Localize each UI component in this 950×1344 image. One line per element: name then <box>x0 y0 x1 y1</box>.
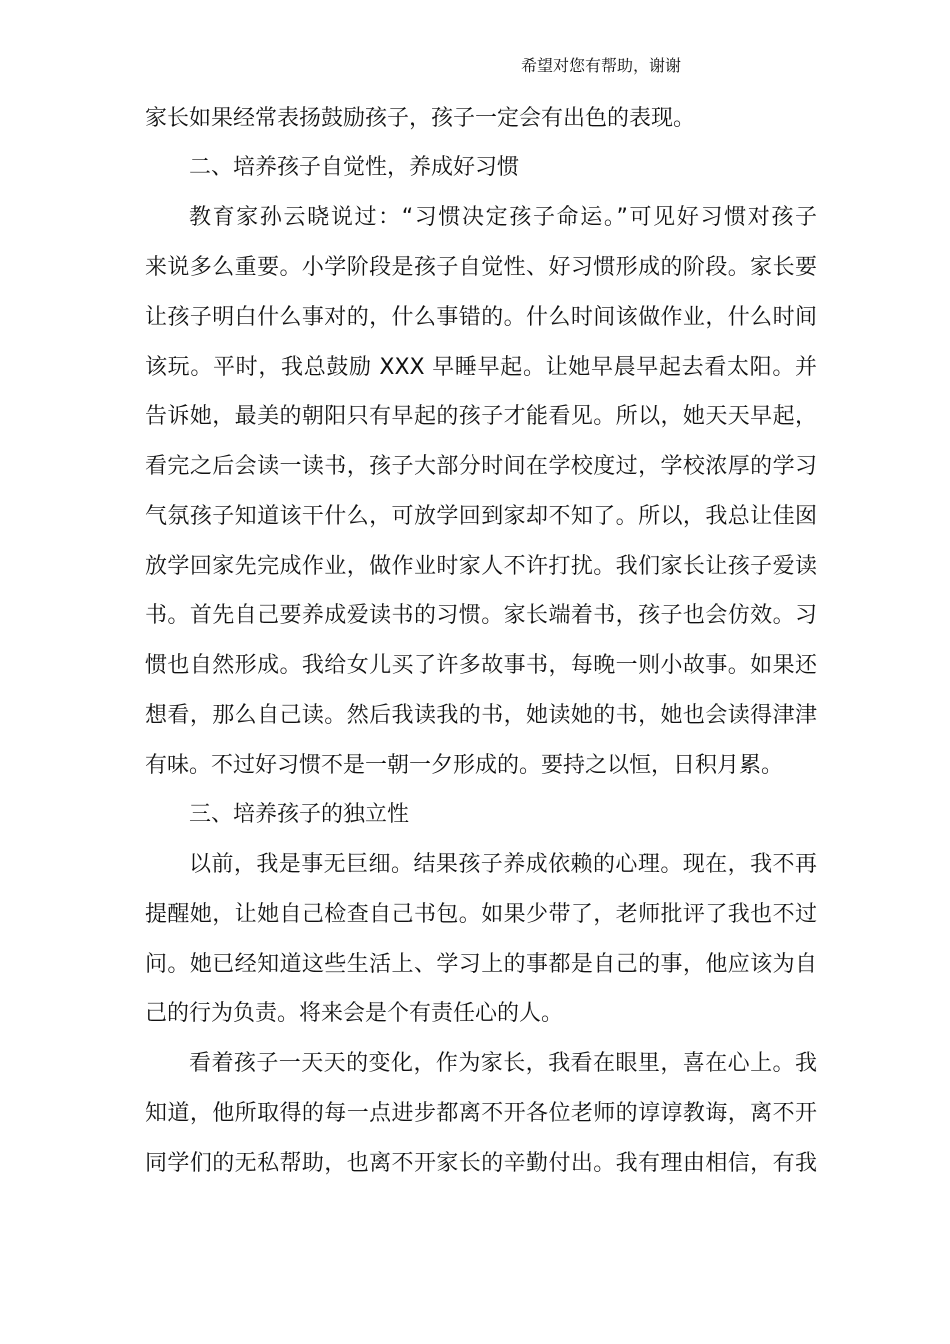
section-heading: 二、培养孩子自觉性，养成好习惯 <box>189 155 520 180</box>
text-line: 问。她已经知道这些生活上、学习上的事都是自己的事，他应该为自 <box>145 952 817 977</box>
text-line: 该玩。平时，我总鼓励 XXX 早睡早起。让她早晨早起去看太阳。并 <box>145 355 817 380</box>
text-line: 家长如果经常表扬鼓励孩子，孩子一定会有出色的表现。 <box>145 106 696 131</box>
text-line: 教育家孙云晓说过：“习惯决定孩子命运。”可见好习惯对孩子 <box>189 205 817 230</box>
text-line: 气氛孩子知道该干什么，可放学回到家却不知了。所以，我总让佳囡 <box>145 504 817 529</box>
text-line: 以前，我是事无巨细。结果孩子养成依赖的心理。现在，我不再 <box>189 852 817 877</box>
text-line: 放学回家先完成作业，做作业时家人不许打扰。我们家长让孩子爱读 <box>145 554 817 579</box>
text-line: 提醒她，让她自己检查自己书包。如果少带了，老师批评了我也不过 <box>145 902 817 927</box>
text-line: 书。首先自己要养成爱读书的习惯。家长端着书，孩子也会仿效。习 <box>145 603 817 628</box>
text-line: 来说多么重要。小学阶段是孩子自觉性、好习惯形成的阶段。家长要 <box>145 255 817 280</box>
text-line: 知道，他所取得的每一点进步都离不开各位老师的谆谆教诲，离不开 <box>145 1101 817 1126</box>
section-heading: 三、培养孩子的独立性 <box>189 802 410 827</box>
text-line: 有味。不过好习惯不是一朝一夕形成的。要持之以恒，日积月累。 <box>145 753 784 778</box>
page-header: 希望对您有帮助，谢谢 <box>521 56 682 75</box>
text-line: 己的行为负责。将来会是个有责任心的人。 <box>145 1001 564 1026</box>
text-line: 看着孩子一天天的变化，作为家长，我看在眼里，喜在心上。我 <box>189 1051 817 1076</box>
text-line: 同学们的无私帮助，也离不开家长的辛勤付出。我有理由相信，有我 <box>145 1151 817 1176</box>
text-line: 让孩子明白什么事对的，什么事错的。什么时间该做作业，什么时间 <box>145 305 817 330</box>
text-line: 惯也自然形成。我给女儿买了许多故事书，每晚一则小故事。如果还 <box>145 653 817 678</box>
text-line: 告诉她，最美的朝阳只有早起的孩子才能看见。所以，她天天早起， <box>145 404 817 429</box>
text-line: 想看，那么自己读。然后我读我的书，她读她的书，她也会读得津津 <box>145 703 817 728</box>
text-line: 看完之后会读一读书，孩子大部分时间在学校度过，学校浓厚的学习 <box>145 454 817 479</box>
